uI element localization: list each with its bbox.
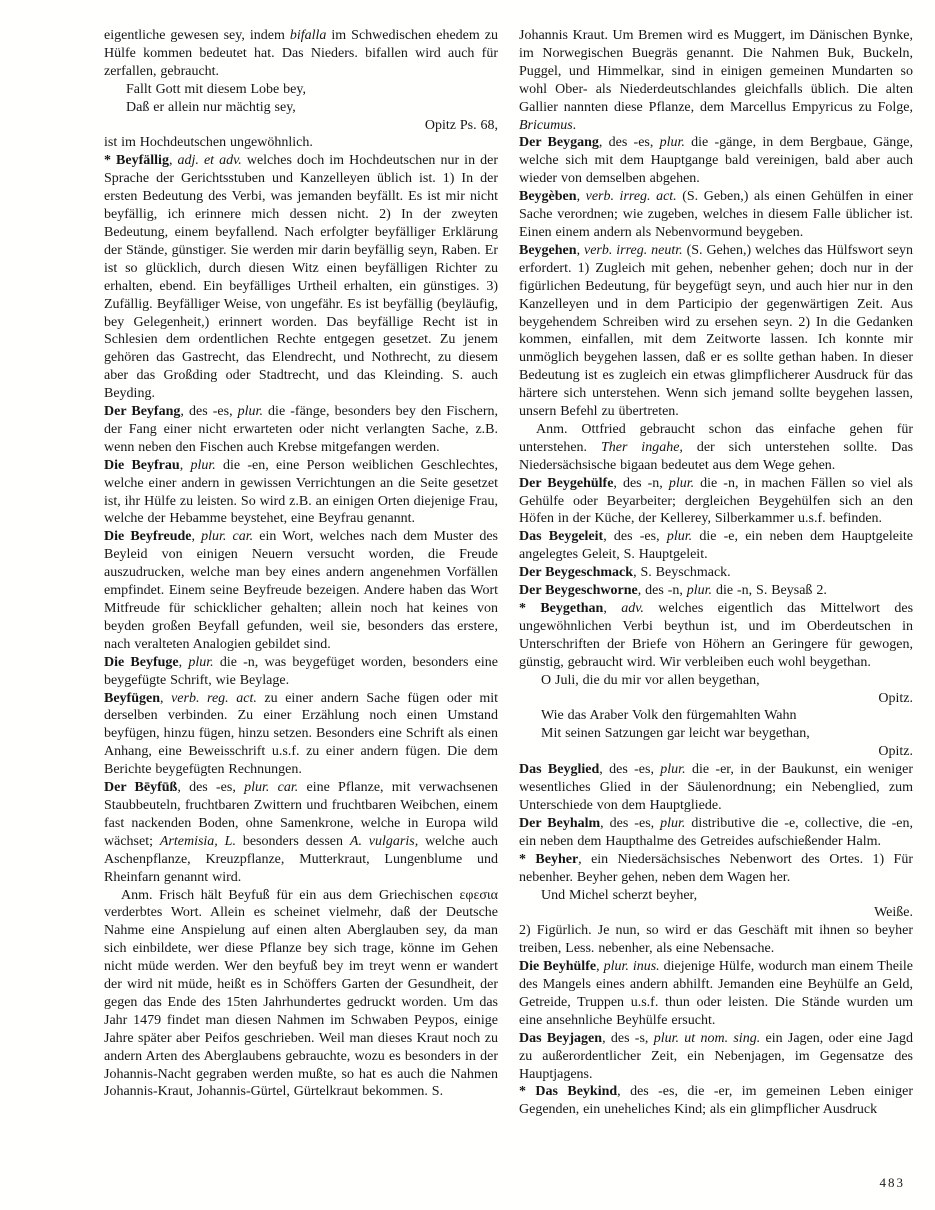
text-segment: * Beygethan	[519, 601, 604, 616]
verse-line	[519, 672, 913, 690]
text-segment: Anm. Ottfried gebraucht schon das einfache gehen für unterstehen.	[519, 421, 913, 455]
entry-beygehuelfe	[519, 475, 913, 529]
entry-beykind	[519, 1083, 913, 1119]
text-segment: 2) Figürlich. Je nun, so wird er das Geschäft mit ihnen so beyher treiben, Less. nebenher, als eine Nebensache.	[519, 923, 913, 957]
text-segment: Der Beygehülfe	[519, 475, 614, 491]
text-segment: , des -n,	[613, 475, 669, 491]
text-segment: Beygehen	[519, 242, 577, 258]
text-segment: ein Jagen, oder eine Jagd zu außerordentlicher Zeit, ein Nebenjagen, im Gegensatze des Hauptjagens.	[519, 1030, 913, 1082]
text-segment: die -er, in der Baukunst, ein weniger wesentliches Glied in der Säulenordnung; ein Nebenglied, zum Unterschiede von dem Hauptgliede.	[519, 762, 913, 813]
entry-beyglied	[519, 761, 913, 815]
note-anm-beyfuss	[104, 887, 498, 1102]
text-segment: Bricumus	[519, 117, 573, 133]
text-segment: plur.	[188, 654, 214, 670]
text-segment: Beygèben	[519, 189, 577, 205]
text-segment: , des -es,	[599, 762, 661, 778]
text-segment: plur. car.	[201, 529, 254, 545]
attribution-opitz	[519, 743, 913, 761]
attribution-opitz	[519, 690, 913, 708]
text-segment: ist im Hochdeutschen ungewöhnlich.	[104, 135, 313, 151]
text-segment: Artemisia, L.	[159, 833, 236, 849]
entry-beygeschworne	[519, 582, 913, 600]
text-segment: Die Beyhülfe	[519, 959, 597, 975]
text-segment: ,	[178, 654, 189, 670]
entry-beyfreude	[104, 528, 498, 653]
entry-beyfang	[104, 403, 498, 457]
text-segment: die -en, eine Person weiblichen Geschlechtes, welche einer andern in gewissen Verrichtungen an die Seite gesetzet ist, ihr Hülfe zu leisten. So wird z.B. an einigen Orten diejenige Frau, welche der Hebamme beystehet, eine Beyfrau genannt.	[104, 457, 498, 527]
text-segment: * Das Beykind	[519, 1084, 618, 1100]
text-segment: , des -n,	[637, 583, 687, 599]
text-segment: ,	[576, 189, 586, 205]
text-segment: ,	[603, 601, 622, 616]
text-segment: plur.	[660, 815, 686, 831]
continuation-beyher-2	[519, 922, 913, 958]
text-segment: Der Beygeschmack	[519, 565, 634, 581]
text-segment: ein Wort, welches nach dem Muster des Beyleid von einigen Neuern versucht worden, die Freude auszudrucken, welche man bey eines andern angenehmen Vorfällen empfindet. Einem seine Beyfreude bezeigen. Andere haben das Wort Mitfreude für schicklicher gehalten; allein noch hat keines von beyden großen Beyfall gefunden, weil sie, besonders das erstere, nach veralteten Analogien gebildet sind.	[104, 529, 498, 652]
text-segment: Johannis Kraut. Um Bremen wird es Muggert, im Dänischen Bynke, im Norwegischen Buegräs genannt. Die Nahmen Buk, Buckeln, Puggel, und Himmelkar, sind in einigen gemeinen Mundarten so wohl Ober- als Niederdeutschlandes gleichfalls üblich. Die alten Gallier nannten diese Pflanze, dem Marcellus Empyricus zu Folge,	[519, 28, 913, 115]
continuation-after-verse	[104, 134, 498, 152]
text-segment: Die Beyfrau	[104, 457, 180, 473]
text-segment: plur. car.	[244, 780, 299, 796]
text-segment: * Beyfällig	[104, 153, 169, 169]
entry-beyhalm	[519, 815, 913, 851]
text-segment: Und Michel scherzt beyher,	[541, 887, 698, 903]
text-segment: , des -es,	[600, 815, 661, 831]
text-segment: plur. ut nom. sing.	[653, 1030, 761, 1046]
verse-line	[519, 725, 913, 743]
text-segment: distributive die -e, collective, die -en, ein neben dem Haupthalme des Getreides aufschießender Halm.	[519, 815, 914, 849]
text-segment: , des -es,	[180, 404, 238, 420]
attribution-weisse	[519, 904, 913, 922]
text-segment: verb. irreg. neutr.	[583, 242, 683, 258]
text-segment: Die Beyfuge	[104, 654, 179, 670]
text-segment: der sich unterstehen sollte. Das Niedersächsische bigaan bedeutet aus dem Wege gehen.	[519, 439, 914, 473]
entry-beygang	[519, 134, 913, 188]
text-segment: (S. Geben,) als einen Gehülfen in einer Sache verordnen; wie zugeben, welches in diesem Falle üblicher ist. Einen einem andern als Nebenvormund beygeben.	[519, 189, 914, 240]
text-segment: , des -es,	[603, 529, 667, 545]
entry-beygeben	[519, 188, 913, 242]
text-segment: (S. Gehen,) welches das Hülfswort seyn erfordert. 1) Zugleich mit gehen, nebenher gehen; doch nur in der figürlichen Bedeutung, für beygefügt seyn, und auch hier nur in den Kanzelleyen und in dem Participio der gegenwärtigen Zeit. Aus beygehendem Schreiben wird zu ersehen seyn. 2) In die Gedanken kommen, einfallen, mit dem Zeitworte lassen. Ich konnte mir unmöglich beygehen lassen, daß er es sollte gethan haben. In dieser Bedeutung ist es zugleich ein etwas glimpflicherer Ausdruck für das härtere sich unterstehen. Wenn sich jemand sollte beygehen lassen, unsern Befehl zu übertreten.	[519, 242, 913, 420]
text-segment: Der Beyhalm	[519, 815, 601, 831]
text-segment: ,	[596, 959, 604, 975]
text-segment: plur.	[668, 475, 695, 491]
attribution-opitz-ps-68	[104, 117, 498, 135]
text-segment: , S. Beyschmack.	[633, 565, 731, 581]
text-segment: * Beyher	[519, 851, 579, 867]
text-segment: plur.	[190, 457, 216, 473]
text-segment: plur.	[659, 135, 685, 151]
text-segment: Wie das Araber Volk den fürgemahlten Wahn	[541, 708, 797, 724]
entry-beyjagen	[519, 1030, 913, 1084]
text-segment: A. vulgaris,	[349, 833, 419, 849]
text-segment: eigentliche gewesen sey, indem	[104, 28, 290, 43]
text-segment: , des -es,	[598, 135, 660, 151]
text-segment: Das Beygeleit	[519, 529, 604, 545]
verse-line	[104, 99, 498, 117]
text-segment: Weiße.	[874, 905, 913, 921]
text-segment: Anm. Frisch hält Beyfuß für ein aus dem Griechischen εφεσια verderbtes Wort. Allein es scheinet vielmehr, daß der Deutsche Nahme eine Anspielung auf einen alten Aberglauben sey, da man sich einbildete, wer diese Pflanze bey sich trage, könne im Gehen nicht müde werden. Wer den beyfuß bey im treyt wenn er wandert der wird nit müde, heißt es in Schöffers Garten der Gesundheit, der gegen das Ende des 15ten Jahrhundertes gedruckt worden. Um das Jahr 1479 findet man diesen Nahmen im Schwaben Peypos, einige Jahre später aber Peifos geschrieben. Weil man dieses Kraut noch zu andern Arten des Aberglaubens gebrauchte, wozu es besonders in der Johannis-Nacht gegraben werden mußte, so hat es auch die Nahmen Johannis-Kraut, Johannis-Gürtel, Gürtelkraut bekommen. S.	[104, 887, 498, 1100]
continuation-beyfallen	[104, 27, 498, 81]
entry-beygehen	[519, 242, 913, 421]
text-segment: plur.	[660, 762, 686, 778]
text-segment: Der Beygeschworne	[519, 583, 638, 599]
verse-line	[104, 81, 498, 99]
text-segment: die -fänge, besonders bey den Fischern, der Fang einer nicht erwarteten oder nicht verlangten Sache, z.B. wenn neben den Fischen auch Krebse mitgefangen werden.	[104, 404, 499, 455]
text-segment: die -n, S. Beysaß 2.	[712, 583, 827, 599]
entry-beyfaellig	[104, 152, 498, 403]
text-segment: besonders dessen	[235, 833, 350, 849]
text-segment: Das Beyglied	[519, 762, 600, 778]
text-segment: die -gänge, in dem Bergbaue, Gänge, welche sich mit dem Hauptgange bald vereinigen, bald aber auch wieder von demselben abgehen.	[519, 135, 914, 187]
entry-beyfrau	[104, 457, 498, 529]
text-segment: adv.	[621, 601, 644, 616]
text-segment: , des -s,	[602, 1030, 654, 1046]
text-segment: ,	[168, 153, 178, 169]
verse-line	[519, 887, 913, 905]
text-segment: verb. irreg. act.	[585, 189, 677, 205]
text-segment: , des -es,	[177, 780, 245, 796]
text-segment: zu einer andern Sache fügen oder mit derselben verbinden. Zu einer Erzählung noch einen Umstand beyfügen, hinzu fügen, hinzu setzen. Besonders eine Schrift als einen Anhang, eine Beweisschrift u.s.f. zu einer andern fügen. Die dem Berichte beygefügten Rechnungen.	[104, 690, 498, 778]
text-segment: Der Beyfang	[104, 404, 181, 420]
entry-beygeleit	[519, 528, 913, 564]
text-segment: die -n, in machen Fällen so viel als Gehülfe oder Beyarbeiter; dergleichen Beygehülfen sich an den Höfen in der Küche, der Kellerey, Silberkammer u.s.f. befinden.	[519, 475, 913, 527]
text-segment: , ein Niedersächsisches Nebenwort des Ortes. 1) Für nebenher. Beyher gehen, neben dem Wagen her.	[519, 851, 913, 885]
text-segment: im Schwedischen ehedem zu Hülfe kommen bedeutet hat. Das Nieders. bifallen wird auch für zerfallen, gebraucht.	[104, 28, 498, 79]
text-segment: Fallt Gott mit diesem Lobe bey,	[126, 81, 306, 97]
column-left	[104, 27, 498, 1119]
text-segment: Der Beygang	[519, 135, 599, 151]
text-segment: Beyfügen	[104, 690, 160, 706]
text-segment: diejenige Hülfe, wodurch man einem Theile des Mangels eines andern abhilft. Jemanden eine Beyhülfe an Geld, Getreide, Truppen u.s.f. thun oder leisten. Die Stände wurden um eine ansehnliche Beyhülfe ersucht.	[519, 959, 913, 1028]
text-segment: .	[572, 117, 577, 133]
text-segment: plur.	[686, 583, 713, 599]
verse-line	[519, 707, 913, 725]
text-segment: Die Beyfreude	[104, 529, 192, 545]
text-columns	[104, 27, 913, 1119]
entry-beyfuge	[104, 654, 498, 690]
text-segment: plur.	[237, 404, 263, 420]
text-segment: Opitz Ps. 68,	[424, 117, 498, 133]
text-segment: Mit seinen Satzungen gar leicht war beygethan,	[541, 726, 810, 742]
text-segment: Opitz.	[878, 690, 913, 706]
text-segment: die -n, was beygefüget worden, besonders eine beygefügte Schrift, wie Beylage.	[104, 654, 499, 688]
text-segment: , des -es, die -er, im gemeinen Leben einiger Gegenden, ein uneheliches Kind; als ein glimpflicher Ausdruck	[519, 1084, 913, 1118]
text-segment: Das Beyjagen	[519, 1030, 603, 1046]
entry-beyfuss	[104, 779, 498, 886]
text-segment: adj. et adv.	[177, 153, 242, 169]
text-segment: welche auch Aschenpflanze, Kreuzpflanze, Mutterkraut, Lungenblume und Rheinfarn genannt wird.	[104, 833, 499, 885]
text-segment: welches eigentlich das Mittelwort des ungewöhnlichen Verbi beythun ist, und im Oberdeutschen in Unterschriften der Briefe von Höhern an Geringere für gewogen, günstig, gebraucht wird. Wir verbleiben euch wohl beygethan.	[519, 601, 914, 670]
entry-beygethan	[519, 600, 913, 672]
text-segment: Opitz.	[878, 744, 913, 760]
text-segment: ,	[179, 457, 191, 473]
entry-beygeschmack	[519, 564, 913, 582]
text-segment: Daß er allein nur mächtig sey,	[126, 99, 296, 115]
text-segment: die -e, ein neben dem Hauptgeleite angelegtes Geleit, S. Hauptgeleit.	[519, 529, 913, 563]
note-anm-beygehen	[519, 421, 913, 475]
text-segment: O Juli, die du mir vor allen beygethan,	[541, 672, 760, 688]
text-segment: verb. reg. act.	[171, 690, 257, 706]
text-segment: eine Pflanze, mit verwachsenen Staubbeuteln, fruchtbaren Zwittern und fruchtbaren Weibchen, einem fast nackenden Boden, ohne Samenkrone, welche in Europa wild wächset;	[104, 780, 498, 849]
text-segment: Ther ingahe,	[600, 439, 683, 455]
continuation-beyfuss-note	[519, 27, 913, 134]
text-segment: ,	[576, 242, 584, 258]
text-segment: bifalla	[289, 28, 327, 43]
text-segment: plur. inus.	[603, 959, 660, 975]
text-segment: plur.	[666, 529, 693, 545]
entry-beyfuegen	[104, 690, 498, 780]
text-segment: Der Bēyfūß	[104, 780, 178, 796]
text-segment: welches doch im Hochdeutschen nur in der Sprache der Gerichtsstuben und Kanzelleyen üblich ist. 1) In der ersten Bedeutung des Verbi, was jemanden beyfällt. Es ist mir nicht beyfällig, ich erinnere mich dessen nicht. 2) In der zweyten Bedeutung, einem beyfallend. Nach erfolgter beyfälliger Erklärung der Stände, günstiger. Sie werden mir darin beyfällig seyn, Raben. Er ist so glücklich, durch diesen Witz einen beyfälligen Richter zu erhalten, ebend. Ein beyfälliges Urtheil erhalten, ein günstiges. 3) Zufällig. Beyfälliger Weise, von ungefähr. Es ist beyfällig (beyläufig, bey Gelegenheit,) erinnert worden. Das beyfällige Recht ist in Schlesien dem ordentlichen Rechte entgegen gesetzet. Zu jenem gehören das Gastrecht, das Elendrecht, und Nothrecht, zu diesem aber das Großding oder Stadtrecht, und das Kleinding. S. auch Beyding.	[104, 153, 498, 402]
text-segment: ,	[191, 529, 202, 545]
entry-beyher	[519, 851, 913, 887]
entry-beyhuelfe	[519, 958, 913, 1030]
column-right	[519, 27, 913, 1119]
text-segment: ,	[160, 690, 172, 706]
page-number: 483	[879, 1175, 905, 1190]
